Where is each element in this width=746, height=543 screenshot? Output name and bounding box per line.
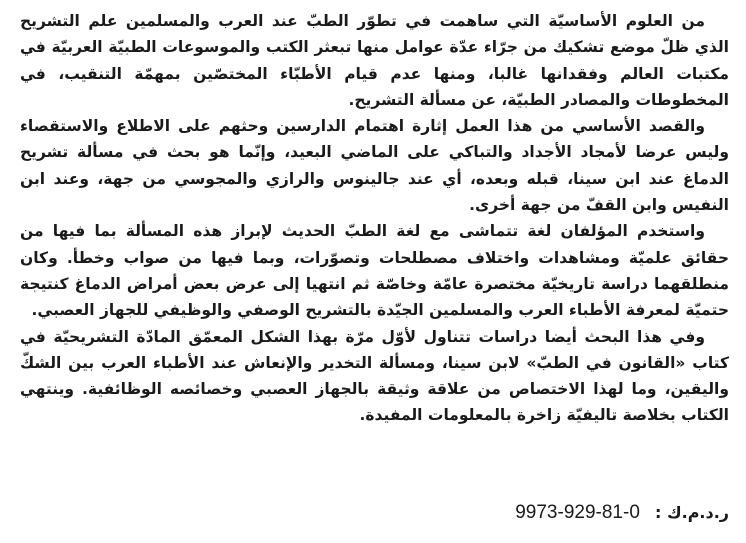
paragraph-4: وفي هذا البحث أيضا دراسات تتناول لأوّل مرّة بهذا الشكل المعمّق المادّة التشريحيّة في كتاب «القانون في الطبّ» لابن سينا، ومسألة التخدير والإنعاش عند الأطباء العرب بين الشكّ واليقين، وما لهذا الاختصاص من علاقة وثيقة بالجهاز العصبي وخصائصه الوظائفية. وينتهي الكتاب بخلاصة تاليفيّة زاخرة بالمعلومات المفيدة.	[20, 327, 729, 425]
isbn-line	[515, 500, 729, 526]
paragraph-3: واستخدم المؤلفان لغة تتماشى مع لغة الطبّ الحديث لإبراز هذه المسألة بما فيها من حقائق علميّة ومشاهدات واختلاف مصطلحات وتصوّرات، وبما فيها من صواب وخطأ. وكان منطلقهما دراسة تاريخيّة مختصرة عامّة وخاصّة ثم انتهيا إلى عرض بعض أمراض الدماغ كنتيجة حتميّة لمعرفة الأطباء العرب والمسلمين الجيّدة بالتشريح الوصفي والوظيفي للجهاز العصبي.	[20, 222, 729, 320]
paragraph-1: من العلوم الأساسيّة التي ساهمت في تطوّر الطبّ عند العرب والمسلمين علم التشريح الذي ظلّ موضع تشكيك من جرّاء عدّة عوامل منها تبعثر الكتب والموسوعات الطبيّة العربيّة في مكتبات العالم وفقدانها غالبا، ومنها عدم قيام الأطبّاء المختصّين بمهمّة التنقيب، في المخطوطات والمصادر الطبيّة، عن مسألة التشريح.	[20, 12, 729, 109]
isbn-number: 9973-929-81-0	[515, 502, 640, 523]
paragraph-2: والقصد الأساسي من هذا العمل إثارة اهتمام الدارسين وحثهم على الاطلاع والاستقصاء وليس عرضا لأمجاد الأجداد والتباكي على الماضي البعيد، وإنّما هو بحث في مسألة تشريح الدماغ عند ابن سينا، قبله وبعده، أي عند جالينوس والرازي والمجوسي من جهة، وعند ابن النفيس وابن القفّ من جهة أخرى.	[20, 117, 729, 215]
isbn-label: ر.د.م.ك :	[654, 503, 729, 522]
